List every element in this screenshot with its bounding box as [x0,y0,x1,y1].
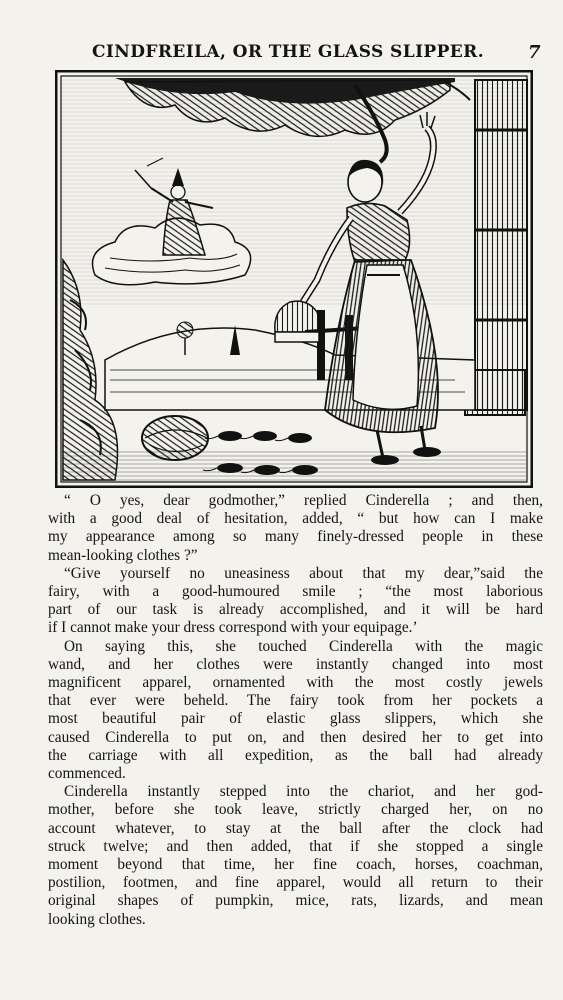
text-line: with a good deal of hesitation, added, “ but how can I make [48,510,543,528]
paragraph-4 [48,783,543,929]
text-line: commenced. [48,765,126,783]
text-line: mother, before she took leave, strictly charged her, on no [48,801,543,819]
text-line: that ever were beheld. The fairy took from her pockets a [48,692,543,710]
paragraph-3 [48,638,543,784]
text-line: fairy, with a good-humoured smile ; “the most laborious [48,583,543,601]
text-line: On saying this, she touched Cinderella with the magic [64,637,543,655]
text-line: part of our task is already accomplished, and it will be hard [48,601,543,619]
text-line: if I cannot make your dress correspond with your equipage.’ [48,619,418,637]
text-line: magnificent apparel, ornamented with the most costly jewels [48,674,543,692]
text-line: caused Cinderella to put on, and then desired her to get into [48,728,543,746]
text-line: moment beyond that time, her fine coach, horses, coachman, [48,856,543,874]
text-line: postilion, footmen, and fine apparel, would all return to their [48,874,543,892]
paragraph-2 [48,565,543,638]
text-line: mean-looking clothes ?” [48,546,198,564]
text-line: “ O yes, dear godmother,” replied Cinderella ; and then, [64,492,543,509]
text-line: “Give yourself no uneasiness about that my dear,”said the [64,564,543,582]
body-text [48,492,543,929]
woodcut-illustration-icon [55,70,533,488]
text-line: my appearance among so many finely-dressed people in these [48,528,543,546]
text-line: original shapes of pumpkin, mice, rats, lizards, and mean [48,892,543,910]
text-line: Cinderella instantly stepped into the chariot, and her god- [64,783,543,801]
paragraph-1 [48,492,543,565]
text-line: struck twelve; and then added, that if she stopped a single [48,837,543,855]
text-line: wand, and her clothes were instantly changed into most [48,655,543,673]
text-line: looking clothes. [48,910,146,928]
text-line: most beautiful pair of elastic glass slippers, which she [48,710,543,728]
text-line: account whatever, to stay at the ball after the clock had [48,819,543,837]
text-line: the carriage with all expedition, as the ball had already [48,746,543,764]
running-title: CINDFREILA, OR THE GLASS SLIPPER. [92,42,485,62]
page-number: 7 [528,42,541,63]
